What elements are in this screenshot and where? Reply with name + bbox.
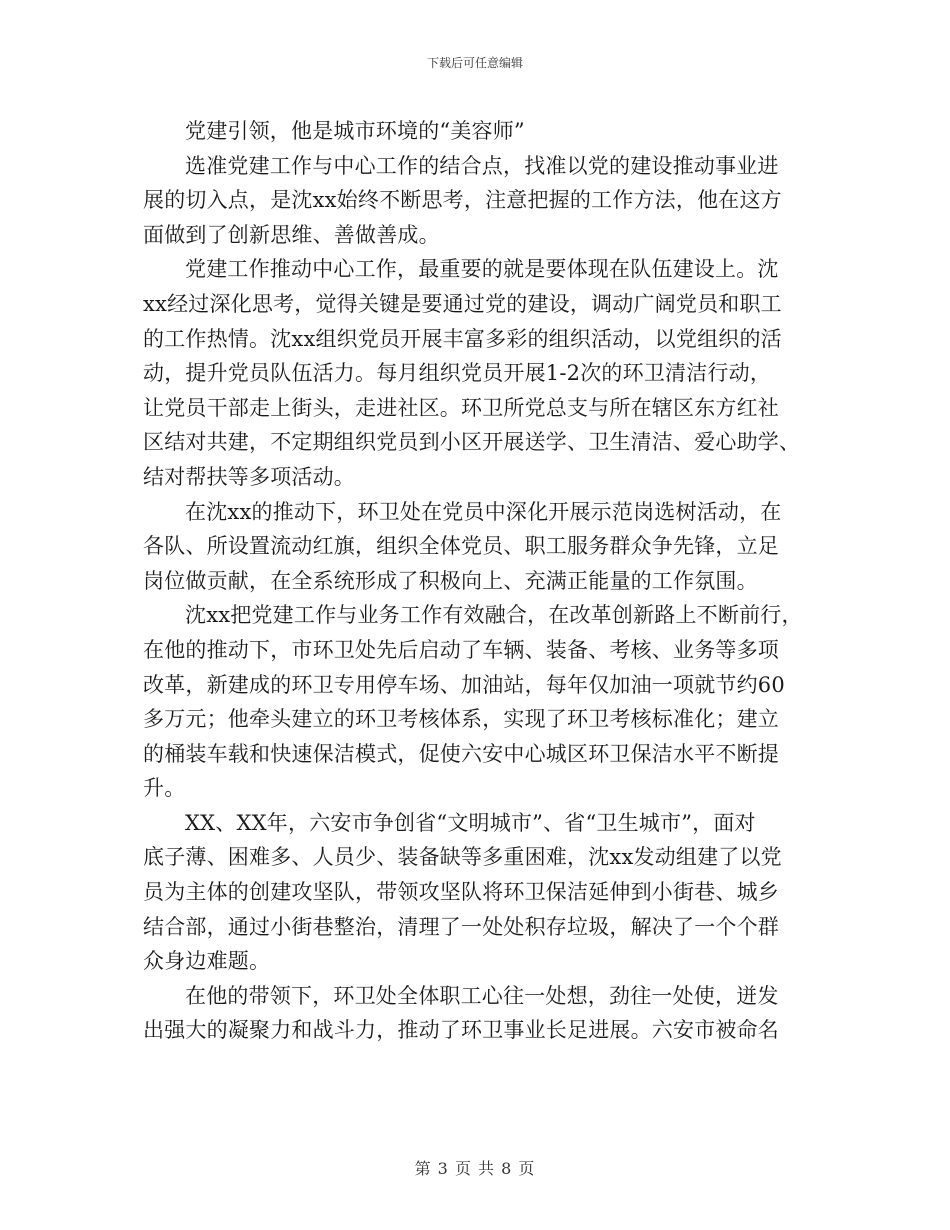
paragraph-line: xx经过深化思考，觉得关键是要通过党的建设，调动广阔党员和职工 (143, 291, 782, 316)
paragraph-line: 结对帮扶等多项活动。 (143, 464, 355, 489)
section-heading: 党建引领，他是城市环境的“美容师” (185, 119, 525, 143)
paragraph-line: 出强大的凝聚力和战斗力，推动了环卫事业长足进展。六安市被命名 (143, 1018, 779, 1043)
document-body (143, 114, 808, 1048)
paragraph-line: 党建工作推动中心工作，最重要的就是要体现在队伍建设上。沈 (185, 257, 779, 282)
paragraph-line: 结合部，通过小街巷整治，清理了一处处积存垃圾，解决了一个个群 (143, 914, 779, 939)
page-number-footer: 第 3 页 共 8 页 (414, 1159, 536, 1178)
paragraph-line: 各队、所设置流动红旗，组织全体党员、职工服务群众争先锋，立足 (143, 534, 779, 559)
paragraph-line: 让党员干部走上街头，走进社区。环卫所党总支与所在辖区东方红社 (143, 395, 779, 420)
paragraph-line: 面做到了创新思维、善做善成。 (143, 222, 440, 247)
paragraph-line: 的工作热情。沈xx组织党员开展丰富多彩的组织活动，以党组织的活 (143, 326, 782, 351)
paragraph-line: 改革，新建成的环卫专用停车场、加油站，每年仅加油一项就节约60 (143, 672, 785, 697)
paragraph-line: 选准党建工作与中心工作的结合点，找准以党的建设推动事业进 (185, 153, 779, 178)
paragraph-line: 动，提升党员队伍活力。每月组织党员开展1-2次的环卫清洁行动， (143, 361, 772, 386)
paragraph-line: 在他的推动下，市环卫处先后启动了车辆、装备、考核、业务等多项 (143, 637, 779, 662)
paragraph-line: 区结对共建，不定期组织党员到小区开展送学、卫生清洁、爱心助学、 (143, 430, 801, 455)
paragraph-line: 升。 (143, 776, 186, 801)
paragraph-line: 众身边难题。 (143, 949, 271, 974)
paragraph-line: 底子薄、困难多、人员少、装备缺等多重困难，沈xx发动组建了以党 (143, 845, 782, 870)
paragraph-line: 的桶装车载和快速保洁模式，促使六安中心城区环卫保洁水平不断提 (143, 741, 779, 766)
page-header: 下载后可任意编辑 (426, 56, 523, 70)
paragraph-line: 沈xx把党建工作与业务工作有效融合，在改革创新路上不断前行， (185, 603, 803, 628)
paragraph-line: XX、XX年，六安市争创省“文明城市”、省“卫生城市”，面对 (185, 810, 756, 835)
paragraph-line: 岗位做贡献，在全系统形成了积极向上、充满正能量的工作氛围。 (143, 568, 758, 593)
paragraph-line: 在沈xx的推动下，环卫处在党员中深化开展示范岗选树活动，在 (185, 499, 782, 524)
paragraph-line: 在他的带领下，环卫处全体职工心往一处想，劲往一处使，迸发 (185, 983, 779, 1008)
paragraph-line: 展的切入点，是沈xx始终不断思考，注意把握的工作方法，他在这方 (143, 188, 782, 213)
paragraph-line: 多万元；他牵头建立的环卫考核体系，实现了环卫考核标准化；建立 (143, 707, 779, 732)
paragraph-line: 员为主体的创建攻坚队，带领攻坚队将环卫保洁延伸到小街巷、城乡 (143, 880, 779, 905)
